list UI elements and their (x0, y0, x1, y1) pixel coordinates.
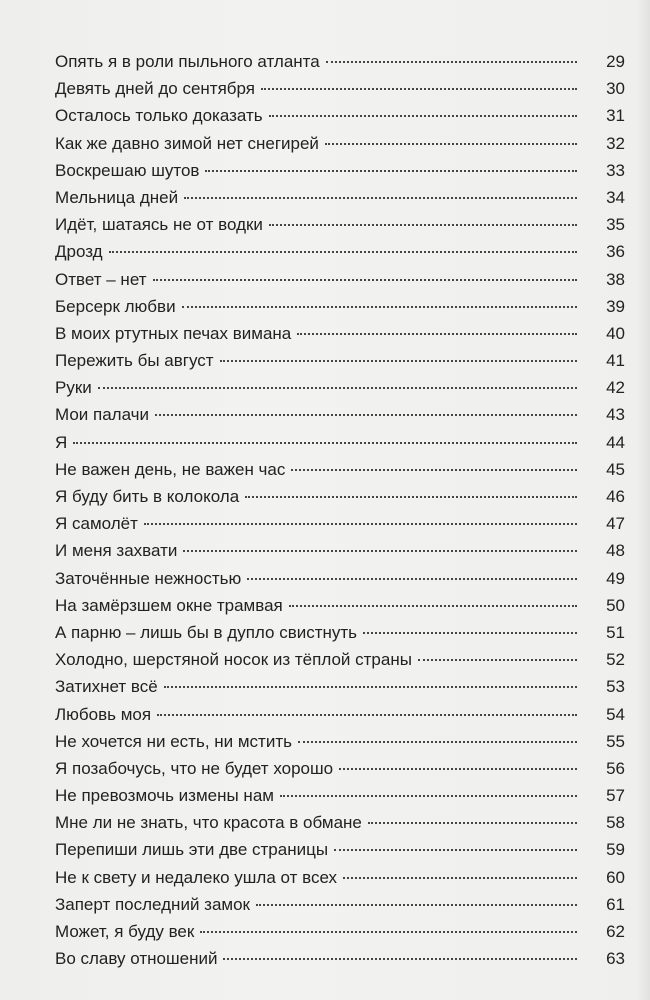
toc-entry-page-number: 51 (606, 622, 625, 642)
toc-entry-title: Пережить бы август (55, 351, 214, 371)
toc-entry-title: Я позабочусь, что не будет хорошо (55, 758, 334, 778)
dot-leader (261, 88, 577, 90)
toc-entry-page-number: 54 (606, 704, 625, 724)
table-of-contents (55, 48, 625, 972)
toc-entry (55, 945, 625, 972)
toc-entry-title: Мои палачи (55, 405, 150, 425)
toc-entry (55, 592, 625, 619)
toc-entry-title: Опять я в роли пыльного атланта (55, 52, 320, 71)
toc-entry-page-number: 43 (606, 405, 625, 425)
toc-entry (55, 782, 625, 809)
dot-leader (368, 822, 577, 824)
toc-entry (55, 537, 625, 564)
toc-entry (55, 836, 625, 863)
toc-entry (55, 102, 625, 129)
dot-leader (363, 632, 577, 634)
toc-entry-title: Во славу отношений (55, 949, 218, 969)
dot-leader (183, 550, 577, 552)
toc-entry-page-number: 40 (606, 323, 625, 343)
toc-entry (55, 184, 625, 211)
toc-entry-title: Заточённые нежностью (55, 568, 242, 588)
toc-entry-page-number: 31 (606, 106, 625, 126)
dot-leader (223, 958, 577, 960)
dot-leader (247, 578, 577, 580)
toc-entry (55, 293, 625, 320)
toc-entry-title: Любовь моя (55, 704, 152, 724)
dot-leader (205, 170, 577, 172)
dot-leader (297, 333, 577, 335)
toc-entry-page-number: 61 (606, 894, 625, 914)
dot-leader (280, 795, 577, 797)
toc-entry-page-number: 42 (606, 378, 625, 398)
toc-entry-page-number: 62 (606, 922, 625, 941)
toc-entry-title: Не превозмочь измены нам (55, 786, 274, 806)
toc-entry-title: Девять дней до сентября (55, 79, 255, 99)
toc-entry (55, 673, 625, 700)
dot-leader (334, 849, 577, 851)
toc-entry-page-number: 59 (606, 840, 625, 860)
toc-entry-title: Я (55, 432, 68, 452)
dot-leader (343, 877, 577, 879)
toc-entry-title: В моих ртутных печах вимана (55, 323, 292, 343)
toc-entry-page-number: 45 (606, 459, 625, 479)
dot-leader (98, 387, 577, 389)
toc-entry-page-number: 34 (606, 187, 625, 207)
toc-entry-title: Холодно, шерстяной носок из тёплой страны (55, 650, 412, 670)
toc-entry (55, 891, 625, 918)
toc-entry (55, 809, 625, 836)
dot-leader (269, 224, 577, 226)
toc-entry-title: Идёт, шатаясь не от водки (55, 215, 263, 235)
toc-entry (55, 320, 625, 347)
toc-entry-page-number: 39 (606, 296, 625, 316)
toc-entry-page-number: 57 (606, 786, 625, 806)
toc-entry-title: Не важен день, не важен час (55, 459, 286, 479)
dot-leader (73, 442, 577, 444)
dot-leader (157, 714, 577, 716)
toc-entry-title: Осталось только доказать (55, 106, 263, 126)
toc-entry (55, 456, 625, 483)
toc-entry-page-number: 53 (606, 677, 625, 697)
dot-leader (153, 279, 578, 281)
toc-entry-title: Я самолёт (55, 514, 138, 534)
toc-entry-page-number: 52 (606, 650, 625, 670)
toc-entry-title: Не к свету и недалеко ушла от всех (55, 867, 338, 887)
toc-entry-page-number: 47 (606, 514, 625, 534)
toc-entry-title: Ответ – нет (55, 269, 147, 289)
toc-entry-page-number: 32 (606, 133, 625, 153)
toc-entry (55, 48, 625, 75)
toc-entry-title: Воскрешаю шутов (55, 160, 200, 180)
toc-entry (55, 157, 625, 184)
toc-entry-page-number: 33 (606, 160, 625, 180)
toc-entry-page-number: 41 (606, 351, 625, 371)
toc-entry (55, 755, 625, 782)
toc-entry (55, 510, 625, 537)
toc-entry-title: Дрозд (55, 242, 103, 262)
toc-entry-page-number: 49 (606, 568, 625, 588)
dot-leader (220, 360, 577, 362)
dot-leader (289, 605, 577, 607)
toc-entry (55, 238, 625, 265)
toc-entry (55, 646, 625, 673)
toc-entry (55, 619, 625, 646)
toc-entry (55, 701, 625, 728)
dot-leader (182, 306, 577, 308)
toc-entry-page-number: 38 (606, 269, 625, 289)
toc-entry-title: Берсерк любви (55, 296, 176, 316)
dot-leader (184, 197, 577, 199)
dot-leader (245, 496, 577, 498)
toc-entry (55, 347, 625, 374)
toc-entry-page-number: 35 (606, 215, 625, 235)
toc-entry-page-number: 30 (606, 79, 625, 99)
toc-entry-title: И меня захвати (55, 541, 178, 561)
toc-entry-title: Затихнет всё (55, 677, 158, 697)
toc-entry-title: Я буду бить в колокола (55, 487, 240, 506)
dot-leader (269, 115, 577, 117)
toc-entry (55, 266, 625, 293)
dot-leader (298, 741, 577, 743)
toc-entry-page-number: 36 (606, 242, 625, 262)
toc-entry-page-number: 56 (606, 758, 625, 778)
toc-entry-page-number: 46 (606, 487, 625, 506)
toc-entry (55, 374, 625, 401)
toc-entry-page-number: 48 (606, 541, 625, 561)
toc-entry (55, 429, 625, 456)
dot-leader (200, 931, 577, 933)
toc-entry-title: Мельница дней (55, 187, 179, 207)
toc-entry (55, 483, 625, 510)
toc-entry-title: Руки (55, 378, 92, 398)
toc-entry-title: А парню – лишь бы в дупло свистнуть (55, 622, 358, 642)
dot-leader (109, 251, 577, 253)
toc-entry-title: Заперт последний замок (55, 894, 250, 914)
toc-entry-title: Как же давно зимой нет снегирей (55, 133, 319, 153)
dot-leader (291, 469, 577, 471)
toc-entry-page-number: 60 (606, 867, 625, 887)
toc-entry (55, 565, 625, 592)
page-edge-shadow (636, 0, 650, 1000)
toc-entry-title: На замёрзшем окне трамвая (55, 595, 283, 615)
toc-entry (55, 401, 625, 428)
dot-leader (256, 904, 577, 906)
dot-leader (155, 414, 577, 416)
toc-entry (55, 211, 625, 238)
toc-entry (55, 728, 625, 755)
dot-leader (164, 686, 577, 688)
toc-entry (55, 75, 625, 102)
toc-entry-page-number: 58 (606, 813, 625, 833)
toc-entry-title: Может, я буду век (55, 922, 195, 941)
toc-entry-page-number: 29 (606, 52, 625, 71)
toc-entry-title: Перепиши лишь эти две страницы (55, 840, 329, 860)
toc-entry-page-number: 50 (606, 595, 625, 615)
toc-entry-page-number: 55 (606, 731, 625, 751)
toc-entry-title: Не хочется ни есть, ни мстить (55, 731, 292, 751)
toc-entry-page-number: 44 (606, 432, 625, 452)
toc-entry (55, 918, 625, 945)
toc-entry-title: Мне ли не знать, что красота в обмане (55, 813, 362, 833)
toc-entry (55, 130, 625, 157)
dot-leader (339, 768, 577, 770)
dot-leader (418, 659, 577, 661)
toc-entry (55, 864, 625, 891)
dot-leader (144, 523, 577, 525)
dot-leader (326, 61, 577, 63)
toc-entry-page-number: 63 (606, 949, 625, 969)
dot-leader (325, 143, 577, 145)
